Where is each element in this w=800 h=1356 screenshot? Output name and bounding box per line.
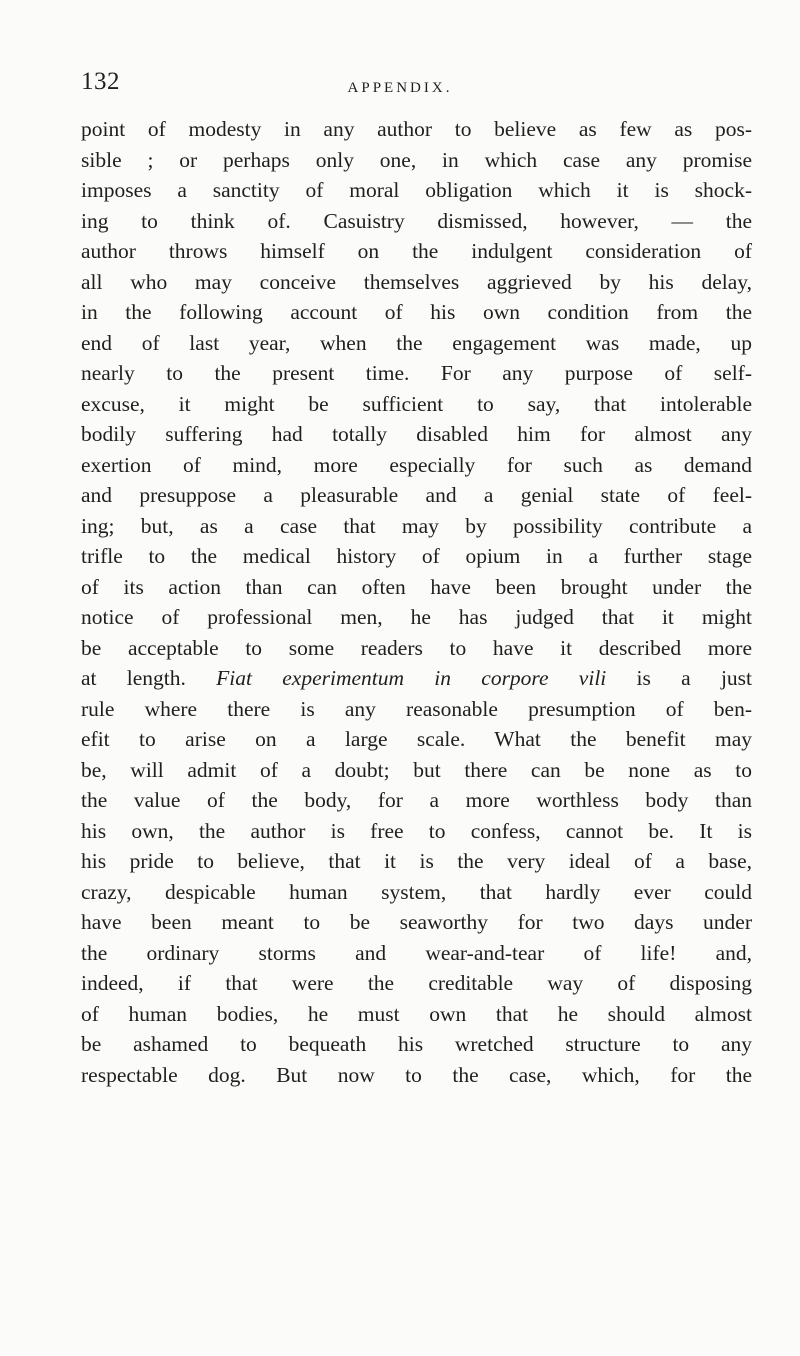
text-line: bodily suffering had totally disabled him for almost any: [81, 422, 752, 446]
text-line: the value of the body, for a more worthless body than: [81, 788, 752, 812]
text-line: rule where there is any reasonable presumption of ben-: [81, 696, 752, 721]
text-line: point of modesty in any author to believe as few as pos-: [81, 117, 752, 141]
text-line: of its action than can often have been brought under the: [81, 574, 752, 599]
text-line: be, will admit of a doubt; but there can be none as to: [81, 757, 752, 782]
text-line: and presuppose a pleasurable and a genial state of feel-: [81, 483, 752, 507]
text-line: crazy, despicable human system, that hardly ever could: [81, 879, 752, 904]
text-line-with-italic: [81, 663, 752, 694]
text-line: exertion of mind, more especially for such as demand: [81, 452, 752, 477]
text-line: imposes a sanctity of moral obligation which it is shock-: [81, 178, 752, 202]
text-line: all who may conceive themselves aggrieved by his delay,: [81, 269, 752, 294]
text-line: author throws himself on the indulgent consideration of: [81, 239, 752, 263]
text-line: the ordinary storms and wear-and-tear of life! and,: [81, 940, 752, 965]
text-line: end of last year, when the engagement was made, up: [81, 330, 752, 355]
text-line: ing; but, as a case that may by possibility contribute a: [81, 513, 752, 538]
text-line: his own, the author is free to confess, cannot be. It is: [81, 818, 752, 843]
text-line: indeed, if that were the creditable way of disposing: [81, 971, 752, 995]
text-line: of human bodies, he must own that he should almost: [81, 1001, 752, 1026]
text-line: ing to think of. Casuistry dismissed, however, — the: [81, 208, 752, 233]
body-text: [81, 114, 752, 1090]
page-number: 132: [81, 68, 120, 95]
text-fragment: is a just: [636, 666, 753, 690]
text-fragment: at length.: [81, 666, 186, 690]
text-line: be ashamed to bequeath his wretched structure to any: [81, 1032, 752, 1056]
text-line: respectable dog. But now to the case, which, for the: [81, 1062, 752, 1087]
text-line: nearly to the present time. For any purpose of self-: [81, 361, 752, 385]
running-head: APPENDIX.: [347, 80, 453, 96]
text-line: efit to arise on a large scale. What the benefit may: [81, 727, 752, 751]
text-line: notice of professional men, he has judged that it might: [81, 605, 752, 629]
text-line: have been meant to be seaworthy for two days under: [81, 910, 752, 934]
italic-latin-phrase: Fiat experimentum in corpore vili: [216, 666, 607, 690]
text-line: trifle to the medical history of opium in a further stage: [81, 544, 752, 568]
text-line: sible ; or perhaps only one, in which case any promise: [81, 147, 752, 172]
text-line: excuse, it might be sufficient to say, that intolerable: [81, 391, 752, 416]
text-line: in the following account of his own condition from the: [81, 300, 752, 324]
text-line: his pride to believe, that it is the very ideal of a base,: [81, 849, 752, 873]
text-line: be acceptable to some readers to have it described more: [81, 635, 752, 660]
